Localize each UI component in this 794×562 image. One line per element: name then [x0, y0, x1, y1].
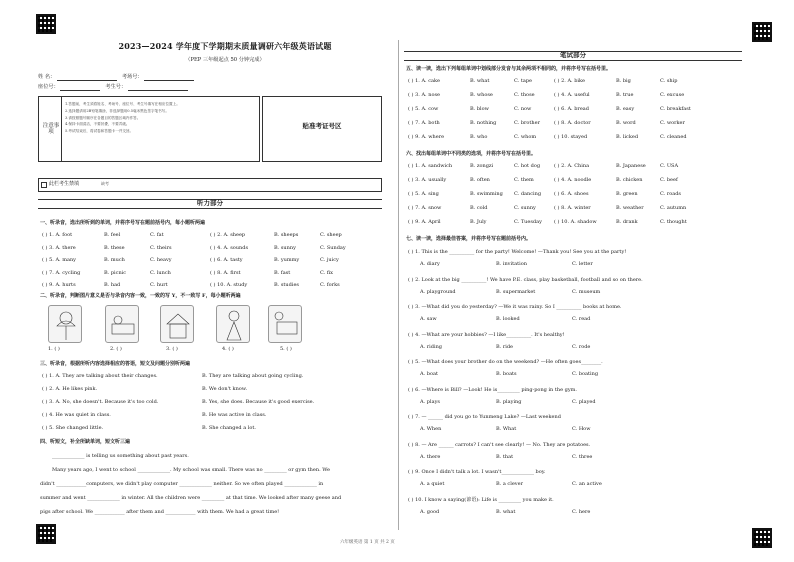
part7-option: C. an active	[572, 481, 602, 487]
part5-row-1-cell: C. ship	[660, 78, 678, 84]
part5-row-1-cell: B. what	[470, 78, 490, 84]
part4-line-5: pigs after school. We ____________ after them and ____________ with them. We had a great time!	[40, 509, 280, 515]
part6-row-2-cell: B. often	[470, 177, 490, 183]
part5-row-4-cell: B. word	[616, 120, 636, 126]
part5-row-3-cell: B. easy	[616, 106, 635, 112]
part7-option: A. there	[420, 453, 441, 460]
room-label: 考场号：	[121, 74, 143, 81]
column-divider	[398, 40, 399, 530]
room-field[interactable]	[144, 75, 194, 81]
part5-row-2-cell: ( ) 3. A. nose	[408, 92, 440, 98]
page-footer: 六年级英语 第 1 页 共 2 页	[340, 540, 395, 545]
notes-label: 注意事项	[42, 123, 60, 136]
exam-no-field[interactable]	[128, 85, 188, 91]
picture-4	[216, 305, 250, 343]
part5-row-5-cell: C. whom	[514, 134, 537, 140]
part6-row-2-cell: ( ) 3. A. usually	[408, 177, 447, 183]
part3-row-5-cell: B. She changed a lot.	[202, 425, 256, 431]
exam-no-label: 考生号：	[105, 84, 127, 91]
part7-title: 七、读一读，选择最佳答案，并将序号写在题前括号内。	[406, 236, 532, 242]
part5-row-2-cell: ( ) 4. A. useful	[554, 92, 590, 98]
part5-row-4-cell: C. worker	[660, 120, 685, 126]
part5-row-2-cell: B. true	[616, 92, 634, 98]
part7-option: B. playing	[496, 398, 522, 405]
notes-list: 1.答题前，考生须将姓名、考场号、座位号、考生号填写在相应位置上。 2.选择题请用2B铅笔填涂，非选择题用0.5毫米黑色签字笔书写。 3.请按照题号顺序在各题目的答题区域内作答。 4.保持卡面清洁，不要折叠，不要弄破。 5.考试结束后，将试卷和答题卡一并交回。	[65, 102, 180, 134]
part6-row-2-cell: ( ) 4. A. noodle	[554, 177, 592, 183]
part1-row-2-cell: B. sunny	[274, 244, 296, 251]
part1-row-4-cell: C. lunch	[150, 269, 171, 276]
part6-row-1-cell: C. hot dog	[514, 163, 541, 169]
part1-row-1-cell: B. feel	[104, 232, 121, 238]
part4-line-4: summer and went _____________ in winter. All the children were _________ at that time. We looked after many geese and	[40, 495, 342, 501]
part5-row-4-cell: C. brother	[514, 120, 541, 126]
part5-row-2-cell: B. whose	[470, 92, 493, 98]
part6-row-5-cell: ( ) 10. A. shadow	[554, 219, 597, 225]
part7-option: B. What	[496, 426, 517, 432]
part1-row-4-cell: ( ) 8. A. first	[210, 269, 241, 276]
part7-question-4: ( ) 4. —What are your hobbies? —I like__________. It's healthy!	[408, 331, 565, 338]
part3-row-1-cell: ( ) 1. A. They are talking about their changes.	[42, 373, 158, 379]
part3-row-1-cell: B. They are talking about going cycling.	[202, 373, 304, 379]
part5-row-3-cell: ( ) 6. A. bread	[554, 106, 589, 112]
absent-label: 此栏考生禁填	[49, 181, 80, 187]
qr-code-top-left	[36, 14, 56, 34]
page-title: 2023—2024 学年度下学期期末质量调研六年级英语试题	[118, 41, 332, 51]
part5-row-1-cell: B. big	[616, 78, 631, 84]
part1-row-1-cell: C. fat	[150, 232, 164, 238]
piano-icon	[269, 306, 303, 344]
part3-row-2-cell: ( ) 2. A. He likes pink.	[42, 386, 98, 392]
part5-row-3-cell: B. blow	[470, 106, 489, 112]
part6-row-5-cell: C. Tuesday	[514, 219, 542, 225]
part7-option: B. looked	[496, 316, 520, 322]
part2-blank-1[interactable]: 1. ( )	[48, 346, 60, 352]
part1-row-4-cell: B. fast	[274, 269, 291, 276]
sticker-label: 贴准考证号区	[302, 122, 342, 130]
part1-row-1-cell: C. sheep	[320, 232, 342, 238]
part4-line-1: _____________ is telling us something about past years.	[52, 453, 189, 459]
part1-row-3-cell: C. heavy	[150, 257, 172, 263]
part7-option: B. that	[496, 453, 514, 460]
picture-1	[48, 305, 82, 343]
part7-option: B. supermarket	[496, 288, 536, 295]
part5-row-1-cell: ( ) 2. A. bike	[554, 78, 586, 84]
part2-blank-5[interactable]: 5. ( )	[280, 346, 292, 352]
part1-row-4-cell: C. fix	[320, 269, 333, 276]
picture-5	[268, 305, 302, 343]
part6-row-5-cell: ( ) 9. A. April	[408, 219, 441, 225]
absent-checkbox[interactable]	[41, 182, 47, 188]
part5-row-5-cell: ( ) 9. A. where	[408, 134, 445, 140]
part7-question-6: ( ) 6. —Where is Bill? —Look! He is_________ ping-pong in the gym.	[408, 386, 577, 393]
part1-row-3-cell: ( ) 6. A. tasty	[210, 257, 243, 263]
part5-row-4-cell: ( ) 8. A. doctor	[554, 120, 591, 126]
rain-umbrella-icon	[49, 306, 83, 344]
part3-row-2-cell: B. We don't know.	[202, 386, 248, 392]
part6-row-4-cell: C. sunny	[514, 205, 536, 211]
part1-row-2-cell: ( ) 3. A. there	[42, 244, 76, 251]
part6-row-3-cell: C. roads	[660, 191, 681, 197]
part7-question-3: ( ) 3. —What did you do yesterday? —We it was rainy. So I __________ books at home.	[408, 304, 622, 310]
girl-icon	[217, 306, 251, 344]
part7-option: C. museum	[572, 288, 601, 295]
part7-option: B. invitation	[496, 261, 527, 267]
part1-row-2-cell: C. theirs	[150, 244, 172, 251]
part5-title: 五、读一读，选出下列每组单词中划线部分发音与其余两项不相同的，并将序号写在括号里。	[406, 66, 612, 72]
part6-row-4-cell: B. weather	[616, 205, 644, 211]
part6-row-4-cell: B. cold	[470, 205, 488, 211]
part1-row-1-cell: ( ) 1. A. foot	[42, 232, 73, 238]
part4-line-2: Many years ago, I went to school _____________. My school was small. There was no _________ or gym then. We	[52, 467, 330, 473]
seat-field[interactable]	[60, 85, 100, 91]
part3-row-4-cell: B. He was active in class.	[202, 412, 267, 418]
part6-row-4-cell: ( ) 7. A. snow	[408, 205, 442, 211]
part2-blank-4[interactable]: 4. ( )	[222, 346, 234, 352]
qr-code-bottom-left	[36, 524, 56, 544]
part3-row-3-cell: ( ) 3. A. No, she doesn't. Because it's too cold.	[42, 399, 159, 405]
part6-row-1-cell: ( ) 2. A. China	[554, 163, 590, 169]
part7-option: C. rode	[572, 343, 591, 350]
bed-icon	[106, 306, 140, 344]
part6-row-1-cell: B. zongzi	[470, 163, 494, 169]
part5-row-5-cell: C. cleaned	[660, 134, 687, 140]
part5-row-4-cell: B. nothing	[470, 120, 497, 126]
part1-row-4-cell: ( ) 7. A. cycling	[42, 269, 81, 276]
part5-row-5-cell: B. who	[470, 134, 488, 140]
part7-question-2: ( ) 2. Look at the big __________! We have P.E. class, play basketball, football and so on there.	[408, 276, 643, 283]
part7-option: A. plays	[420, 398, 440, 405]
part7-option: A. diary	[420, 261, 440, 267]
part7-option: B. boats	[496, 371, 517, 377]
part6-row-5-cell: C. thought	[660, 219, 687, 225]
picture-3	[160, 305, 194, 343]
part5-row-5-cell: ( ) 10. stayed	[554, 134, 588, 140]
part7-option: A. playground	[420, 288, 456, 295]
part7-option: A. saw	[420, 316, 437, 322]
picture-2	[105, 305, 139, 343]
part6-row-3-cell: ( ) 5. A. sing	[408, 191, 439, 197]
part5-row-1-cell: C. tape	[514, 78, 532, 84]
name-row	[38, 75, 194, 81]
part7-option: A. riding	[420, 343, 442, 350]
part2-blank-3[interactable]: 3. ( )	[166, 346, 178, 352]
name-field[interactable]	[57, 75, 117, 81]
sticker-box	[262, 96, 382, 162]
part1-row-2-cell: B. these	[104, 244, 125, 251]
part1-row-2-cell: ( ) 4. A. sounds	[210, 244, 249, 251]
part6-row-1-cell: C. USA	[660, 163, 679, 169]
part7-option: B. what	[496, 508, 516, 515]
part5-row-5-cell: B. licked	[616, 134, 639, 140]
part6-row-3-cell: ( ) 6. A. shoes	[554, 191, 589, 197]
part4-line-3: didn't ____________computers, we didn't play computer _____________ neither. So we often played _____________ in	[40, 481, 324, 487]
part2-title: 二、听录音，判断图片意义是否与录音内容一致，一致的写 Y，不一致写 F，每小题听两遍	[40, 293, 241, 299]
part3-row-3-cell: B. Yes, she does. Because it's good exercise.	[202, 399, 315, 405]
part5-row-1-cell: ( ) 1. A. cake	[408, 78, 440, 84]
part6-row-3-cell: C. dancing	[514, 191, 542, 197]
part7-question-5: ( ) 5. —What does your brother do on the weekend? —He often goes________.	[408, 359, 603, 365]
part2-blank-2[interactable]: 2. ( )	[110, 346, 122, 352]
part1-row-5-cell: C. hurt	[150, 282, 168, 288]
part1-row-1-cell: ( ) 2. A. sheep	[210, 232, 246, 238]
part4-title: 四、听短文，补全所缺单词，短文听三遍	[40, 439, 131, 445]
part7-option: A. boat	[420, 371, 438, 377]
written-heading: 笔试部分	[404, 51, 742, 61]
part6-row-2-cell: C. beef	[660, 177, 678, 183]
part7-option: A. good	[420, 508, 440, 515]
part1-row-3-cell: B. yummy	[274, 257, 300, 263]
seat-label: 座位号：	[38, 84, 59, 91]
part6-row-2-cell: C. them	[514, 177, 534, 183]
part1-row-5-cell: B. had	[104, 282, 121, 288]
listening-heading: 听力部分	[38, 199, 382, 209]
part6-row-5-cell: B. July	[470, 219, 487, 225]
part7-question-9: ( ) 9. Once I didn't talk a lot. I wasn't_____________ boy.	[408, 469, 546, 475]
page-subtitle: （PEP 三年级起点 50 分钟完成）	[185, 57, 265, 63]
part7-option: A. a quiet	[420, 481, 445, 487]
part7-question-1: ( ) 1. This is the __________ for the party! Welcome! —Thank you! See you at the party!	[408, 249, 627, 255]
part5-row-3-cell: C. breakfast	[660, 106, 691, 112]
part6-row-3-cell: B. green	[616, 191, 638, 197]
part1-row-3-cell: B. much	[104, 257, 125, 263]
part6-row-1-cell: B. Japanese	[616, 163, 646, 169]
part6-title: 六、找出每组单词中不同类的选项，并将序号写在括号里。	[406, 151, 537, 157]
part1-row-3-cell: C. juicy	[320, 257, 339, 263]
part6-row-4-cell: ( ) 8. A. winter	[554, 205, 591, 211]
part7-option: C. read	[572, 316, 591, 322]
part7-option: C. here	[572, 508, 591, 515]
qr-code-bottom-right	[752, 528, 772, 548]
absent-note: 缺考	[101, 181, 109, 186]
part7-option: B. ride	[496, 343, 514, 350]
part5-row-4-cell: ( ) 7. A. both	[408, 120, 440, 126]
part1-row-5-cell: ( ) 10. A. study	[210, 282, 248, 288]
part1-row-2-cell: C. Sunday	[320, 244, 346, 251]
seat-row	[38, 85, 188, 91]
part1-row-4-cell: B. picnic	[104, 269, 127, 276]
part1-title: 一、听录音，选出所听到的单词，并将序号写在题前括号内，每小题听两遍	[40, 220, 206, 226]
name-label: 姓 名：	[38, 74, 56, 81]
part6-row-2-cell: B. chicken	[616, 177, 643, 183]
part7-option: C. played	[572, 398, 596, 405]
part3-row-5-cell: ( ) 5. She changed little.	[42, 425, 104, 431]
part6-row-4-cell: C. autumn	[660, 205, 687, 211]
part1-row-1-cell: B. sheeps	[274, 232, 299, 238]
part7-option: C. three	[572, 453, 593, 460]
part7-question-8: ( ) 8. — Are ______ carrots? I can't see clearly! — No. They are potatoes.	[408, 441, 591, 448]
part7-question-7: ( ) 7. — ______ did you go to Yunmeng Lake? —Last weekend	[408, 414, 561, 420]
part6-row-3-cell: B. swimming	[470, 191, 503, 197]
part7-option: B. a clever	[496, 481, 523, 487]
part7-question-10: ( ) 10. I know a saying(谚语): Life is _________ you make it.	[408, 496, 554, 503]
part7-option: C. How	[572, 426, 591, 432]
part5-row-2-cell: C. excuse	[660, 92, 685, 98]
part1-row-3-cell: ( ) 5. A. many	[42, 257, 76, 263]
part7-option: C. boating	[572, 371, 599, 377]
part3-title: 三、听录音，根据所听内容选择相应的答语，短文及问题分别听两遍	[40, 361, 191, 367]
part7-option: A. When	[420, 426, 442, 432]
absent-row	[38, 178, 382, 192]
part6-row-5-cell: B. drank	[616, 219, 638, 225]
notes-box	[38, 96, 260, 162]
part5-row-3-cell: ( ) 5. A. cow	[408, 106, 439, 112]
part1-row-5-cell: C. forks	[320, 282, 340, 288]
part3-row-4-cell: ( ) 4. He was quiet in class.	[42, 412, 111, 418]
part6-row-1-cell: ( ) 1. A. sandwich	[408, 163, 453, 169]
part1-row-5-cell: B. studies	[274, 282, 299, 288]
house-icon	[161, 306, 195, 344]
part5-row-3-cell: C. now	[514, 106, 532, 112]
part7-option: C. letter	[572, 261, 593, 267]
part1-row-5-cell: ( ) 9. A. hurts	[42, 282, 76, 288]
part5-row-2-cell: C. those	[514, 92, 535, 98]
qr-code-top-right	[752, 22, 772, 42]
